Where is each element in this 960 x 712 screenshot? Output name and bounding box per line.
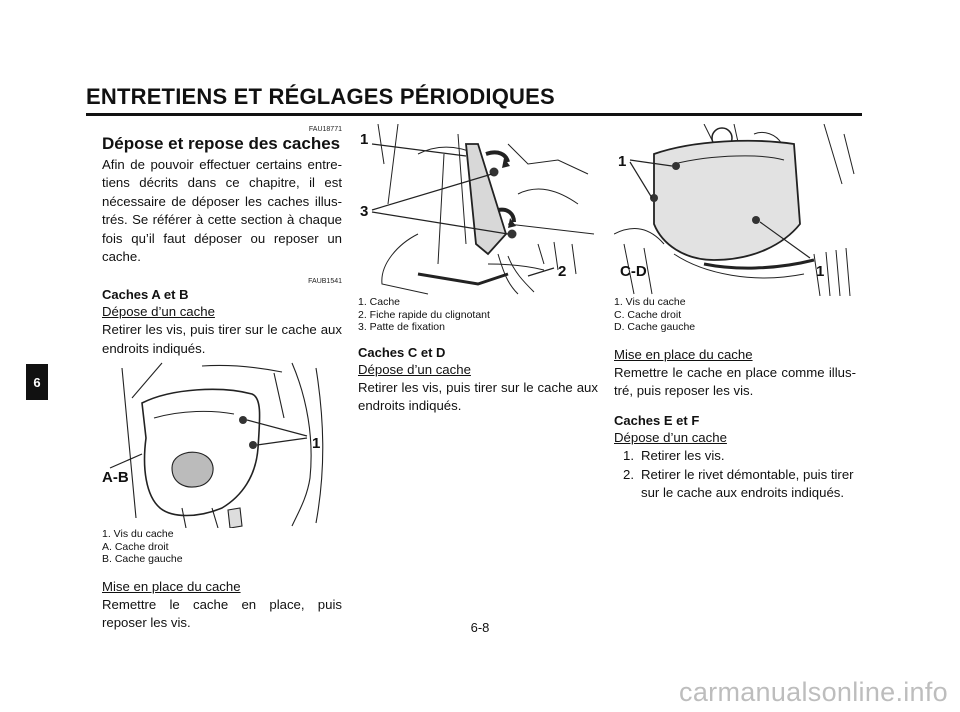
figure-label-3: 3 <box>360 203 369 220</box>
caption-item: C. Cache droit <box>614 308 682 321</box>
step-text: Retirer les vis. <box>641 448 725 464</box>
figure-captions <box>614 296 856 334</box>
step-text: Retirer le rivet démontable, puis tirer sur le cache aux endroits indiqués. <box>641 466 854 501</box>
removal-text: Retirer les vis, puis tirer sur le cache aux endroits indiqués. <box>102 322 342 356</box>
page-number: 6-8 <box>470 620 490 635</box>
figure-cover-a-b <box>102 358 342 528</box>
caption-item: A. Cache droit <box>102 540 169 553</box>
removal-text: Retirer les vis, puis tirer sur le cache aux endroits indiqués. <box>358 379 598 413</box>
figure-captions <box>358 296 598 334</box>
caption-item: 1. Vis du cache <box>102 528 174 541</box>
page-header-title: ENTRETIENS ET RÉGLAGES PÉRIODIQUES <box>86 84 555 109</box>
subsection-title: Caches A et B <box>102 287 189 303</box>
figure-label-a-b: A-B <box>102 469 129 487</box>
figure-cover <box>358 124 598 296</box>
caption-item: 2. Fiche rapide du clignotant <box>358 308 490 321</box>
column-3 <box>614 124 856 503</box>
header-rule <box>86 113 862 116</box>
reference-code: FAU18771 <box>308 126 342 133</box>
figure-label-1: 1 <box>312 435 321 453</box>
install-heading: Mise en place du cache <box>614 346 753 362</box>
caption-item: 3. Patte de fixation <box>358 321 445 333</box>
subsection-title: Caches E et F <box>614 413 700 429</box>
intro-paragraph: Afin de pouvoir effectuer certains entre-tiens décrits dans ce chapitre, il est nécessaire de déposer les caches illus-trés. Se référer à cette section à chaque fois qu’il faut déposer ou reposer un cache. <box>102 157 342 265</box>
figure-label-2: 2 <box>558 263 567 280</box>
frame-line <box>122 368 136 518</box>
step-number: 2. <box>623 466 634 482</box>
figure-cover-c-d <box>614 124 856 296</box>
figure-label-1: 1 <box>360 131 369 148</box>
step-number: 1. <box>623 448 634 464</box>
install-text: Remettre le cache en place, puis reposer les vis. <box>102 596 342 631</box>
caption-item: D. Cache gauche <box>614 321 696 333</box>
list-item <box>614 447 856 465</box>
column-1 <box>102 124 342 633</box>
column-2 <box>358 124 598 415</box>
section-title: Dépose et repose des caches <box>102 134 341 153</box>
caption-item: 1. Vis du cache <box>614 296 686 308</box>
caption-item: 1. Cache <box>358 296 401 308</box>
subsection-title: Caches C et D <box>358 344 446 360</box>
watermark-text: carmanualsonline.info <box>679 677 948 707</box>
figure-label-1: 1 <box>618 153 627 170</box>
chapter-tab: 6 <box>26 364 48 400</box>
reference-code: FAUB1541 <box>308 278 342 286</box>
removal-heading: Dépose d’un cache <box>614 430 727 446</box>
figure-captions <box>102 528 342 566</box>
list-item <box>614 466 856 503</box>
removal-heading: Dépose d’un cache <box>358 361 471 377</box>
figure-label-1: 1 <box>816 263 825 280</box>
install-heading: Mise en place du cache <box>102 578 241 594</box>
steps-list <box>614 447 856 502</box>
removal-heading: Dépose d’un cache <box>102 304 215 320</box>
caption-item: B. Cache gauche <box>102 553 183 566</box>
install-text: Remettre le cache en place comme illus-tré, puis reposer les vis. <box>614 364 856 398</box>
figure-label-c-d: C-D <box>620 263 647 280</box>
